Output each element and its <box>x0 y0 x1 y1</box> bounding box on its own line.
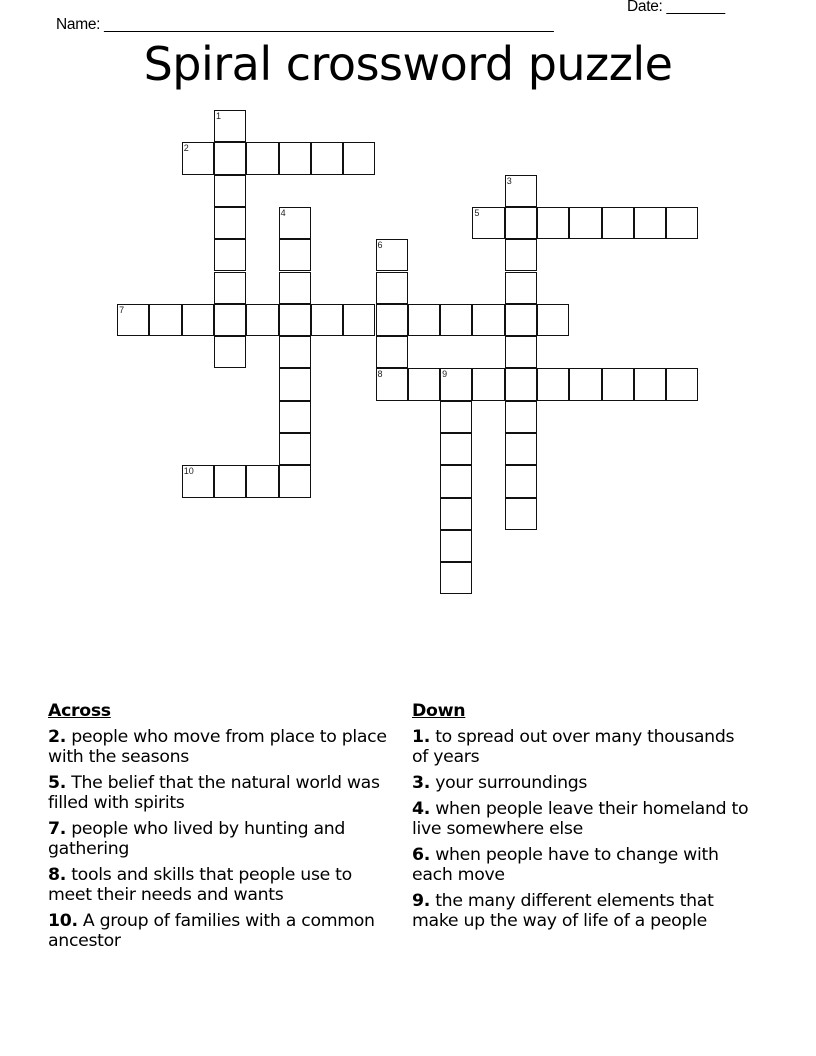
clue-number: 4 <box>280 207 286 218</box>
crossword-cell[interactable] <box>537 304 569 336</box>
crossword-cell[interactable] <box>376 336 408 368</box>
clue-number: 6 <box>377 240 383 251</box>
crossword-cell[interactable] <box>472 368 504 400</box>
crossword-cell[interactable] <box>602 207 634 239</box>
crossword-cell[interactable] <box>246 465 278 497</box>
crossword-cell[interactable] <box>634 207 666 239</box>
clue-number: 5 <box>474 207 480 218</box>
crossword-cell[interactable] <box>569 368 601 400</box>
crossword-cell[interactable] <box>440 368 472 400</box>
crossword-cell[interactable] <box>440 465 472 497</box>
crossword-cell[interactable] <box>279 433 311 465</box>
crossword-cell[interactable] <box>214 336 246 368</box>
crossword-cell[interactable] <box>279 142 311 174</box>
crossword-cell[interactable] <box>246 304 278 336</box>
crossword-cell[interactable] <box>214 175 246 207</box>
crossword-cell[interactable] <box>505 368 537 400</box>
crossword-cell[interactable] <box>505 304 537 336</box>
crossword-cell[interactable] <box>569 207 601 239</box>
crossword-cell[interactable] <box>279 401 311 433</box>
across-clue: 5. The belief that the natural world was filled with spirits <box>48 773 380 813</box>
crossword-cell[interactable] <box>279 368 311 400</box>
crossword-cell[interactable] <box>376 239 408 271</box>
crossword-cell[interactable] <box>376 272 408 304</box>
across-clue: 2. people who move from place to place with the seasons <box>48 727 387 767</box>
name-field-label[interactable]: Name: ______________________________________________________ <box>56 16 554 33</box>
crossword-cell[interactable] <box>376 368 408 400</box>
crossword-cell[interactable] <box>214 142 246 174</box>
crossword-cell[interactable] <box>440 401 472 433</box>
crossword-cell[interactable] <box>182 304 214 336</box>
crossword-cell[interactable] <box>311 304 343 336</box>
crossword-cell[interactable] <box>279 207 311 239</box>
crossword-cell[interactable] <box>505 498 537 530</box>
date-field-label[interactable]: Date: _______ <box>627 0 725 15</box>
down-clues <box>412 700 752 937</box>
crossword-cell[interactable] <box>440 562 472 594</box>
clue-number: 2 <box>183 143 189 154</box>
across-clue: 8. tools and skills that people use to meet their needs and wants <box>48 865 352 905</box>
down-heading: Down <box>412 701 466 721</box>
crossword-cell[interactable] <box>505 401 537 433</box>
crossword-cell[interactable] <box>440 304 472 336</box>
crossword-cell[interactable] <box>602 368 634 400</box>
crossword-cell[interactable] <box>311 142 343 174</box>
crossword-cell[interactable] <box>537 368 569 400</box>
crossword-cell[interactable] <box>408 304 440 336</box>
clue-number: 8 <box>377 369 383 380</box>
crossword-cell[interactable] <box>279 304 311 336</box>
crossword-cell[interactable] <box>214 110 246 142</box>
clue-number: 3 <box>506 175 512 186</box>
crossword-cell[interactable] <box>505 239 537 271</box>
crossword-cell[interactable] <box>279 336 311 368</box>
clue-number: 7 <box>119 304 125 315</box>
crossword-cell[interactable] <box>214 207 246 239</box>
across-clue: 7. people who lived by hunting and gathering <box>48 819 346 859</box>
crossword-cell[interactable] <box>537 207 569 239</box>
down-clue: 1. to spread out over many thousands of years <box>412 727 735 767</box>
crossword-cell[interactable] <box>214 304 246 336</box>
crossword-cell[interactable] <box>440 530 472 562</box>
crossword-cell[interactable] <box>343 142 375 174</box>
crossword-cell[interactable] <box>666 368 698 400</box>
crossword-cell[interactable] <box>472 304 504 336</box>
across-clue: 10. A group of families with a common ancestor <box>48 911 375 951</box>
crossword-cell[interactable] <box>149 304 181 336</box>
crossword-cell[interactable] <box>376 304 408 336</box>
crossword-cell[interactable] <box>505 272 537 304</box>
crossword-cell[interactable] <box>279 465 311 497</box>
crossword-cell[interactable] <box>408 368 440 400</box>
crossword-cell[interactable] <box>505 433 537 465</box>
crossword-cell[interactable] <box>666 207 698 239</box>
across-heading: Across <box>48 701 111 721</box>
down-clue: 3. your surroundings <box>412 773 588 793</box>
crossword-cell[interactable] <box>440 498 472 530</box>
down-clue: 6. when people have to change with each move <box>412 845 719 885</box>
crossword-cell[interactable] <box>505 336 537 368</box>
crossword-cell[interactable] <box>505 175 537 207</box>
crossword-cell[interactable] <box>214 239 246 271</box>
clue-number: 9 <box>442 369 448 380</box>
crossword-cell[interactable] <box>343 304 375 336</box>
crossword-cell[interactable] <box>634 368 666 400</box>
crossword-cell[interactable] <box>182 142 214 174</box>
crossword-cell[interactable] <box>214 465 246 497</box>
crossword-cell[interactable] <box>440 433 472 465</box>
crossword-cell[interactable] <box>246 142 278 174</box>
clue-number: 1 <box>216 111 222 121</box>
crossword-cell[interactable] <box>117 304 149 336</box>
crossword-cell[interactable] <box>505 465 537 497</box>
crossword-cell[interactable] <box>279 239 311 271</box>
clue-number: 10 <box>183 466 194 477</box>
page-title: Spiral crossword puzzle <box>143 37 673 91</box>
crossword-cell[interactable] <box>505 207 537 239</box>
crossword-cell[interactable] <box>472 207 504 239</box>
crossword-cell[interactable] <box>279 272 311 304</box>
down-clue: 9. the many different elements that make up the way of life of a people <box>412 891 714 931</box>
crossword-cell[interactable] <box>182 465 214 497</box>
crossword-cell[interactable] <box>214 272 246 304</box>
down-clue: 4. when people leave their homeland to live somewhere else <box>412 799 749 839</box>
across-clues <box>48 700 398 957</box>
